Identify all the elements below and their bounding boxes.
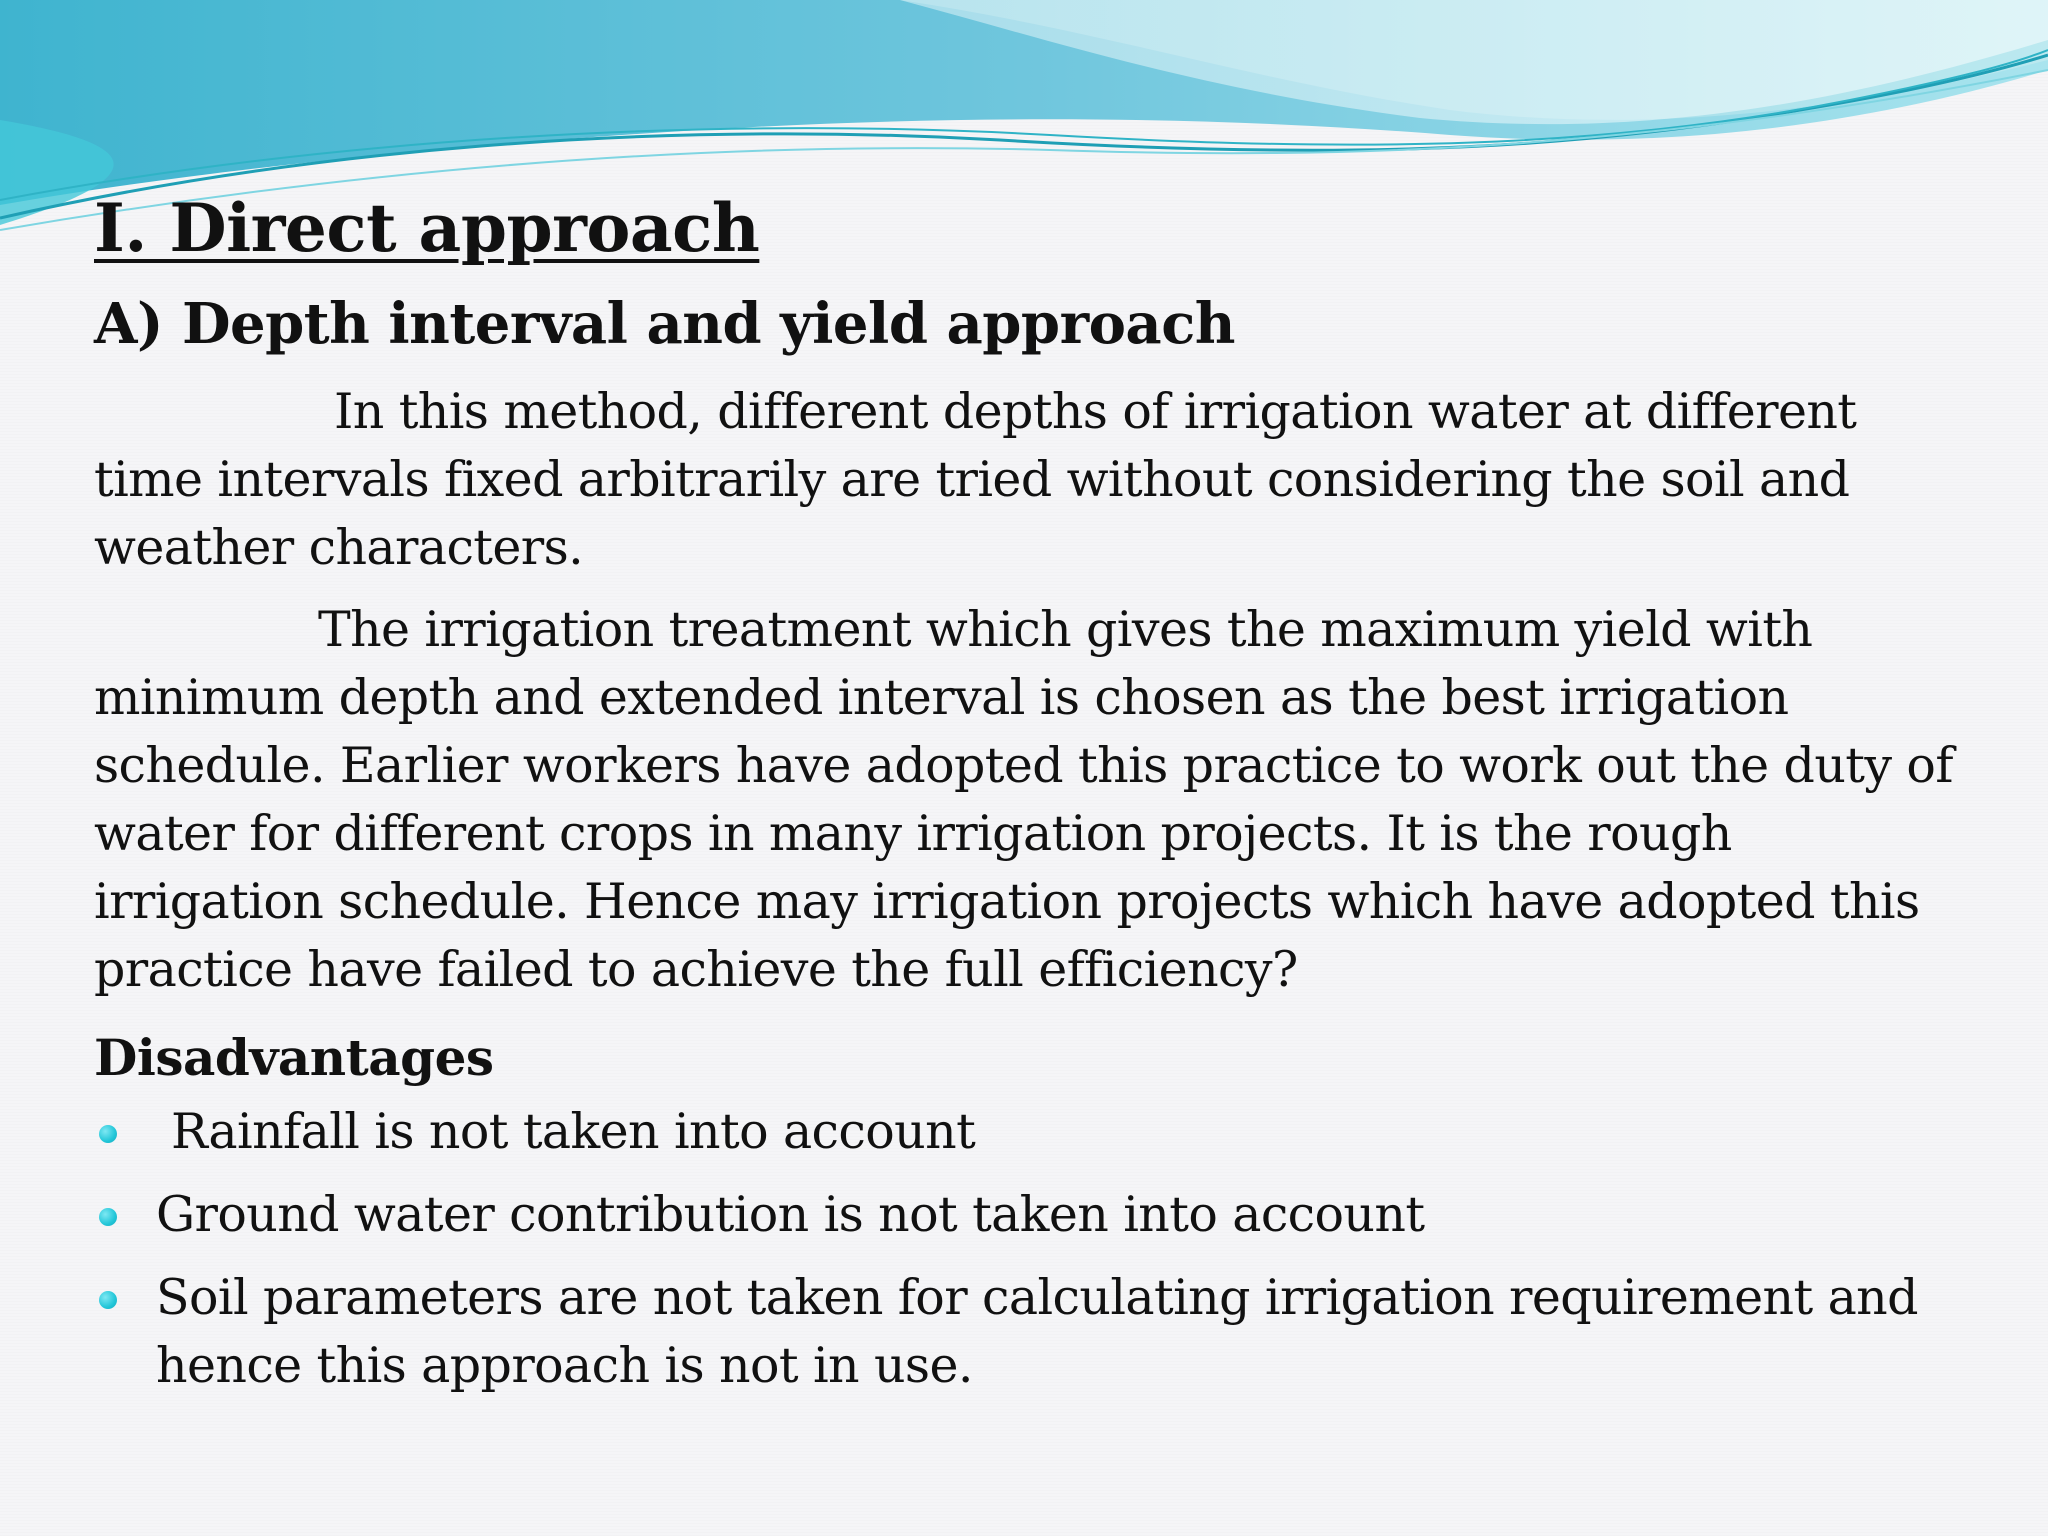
list-item	[94, 1264, 1974, 1400]
bullet-dot-icon	[99, 1125, 117, 1143]
paragraph-text: In this method, different depths of irrigation water at different time intervals fixed arbitrarily are tried without considering the soil and weather characters.	[94, 383, 1857, 576]
disadvantages-heading: Disadvantages	[94, 1028, 494, 1087]
list-item-text: Rainfall is not taken into account	[156, 1103, 976, 1160]
bullet-dot-icon	[99, 1291, 117, 1309]
disadvantages-list	[94, 1098, 1974, 1400]
section-subtitle: A) Depth interval and yield approach	[94, 291, 1236, 357]
paragraph-treatment	[94, 596, 1974, 1004]
paragraph-method	[94, 378, 1974, 582]
list-item	[94, 1098, 1974, 1166]
paragraph-text: The irrigation treatment which gives the maximum yield with minimum depth and extended interval is chosen as the best irrigation schedule. Earlier workers have adopted this practice to work out the duty of water for different crops in many irrigation projects. It is the rough irrigation schedule. Hence may irrigation projects which have adopted this practice have failed to achieve the full efficiency?	[94, 601, 1953, 998]
slide-content	[94, 180, 1974, 1415]
list-item-text: Ground water contribution is not taken into account	[156, 1186, 1425, 1243]
list-item-text: Soil parameters are not taken for calculating irrigation requirement and hence this approach is not in use.	[156, 1269, 1918, 1394]
bullet-dot-icon	[99, 1208, 117, 1226]
list-item	[94, 1181, 1974, 1249]
slide-title: I. Direct approach	[94, 189, 760, 267]
